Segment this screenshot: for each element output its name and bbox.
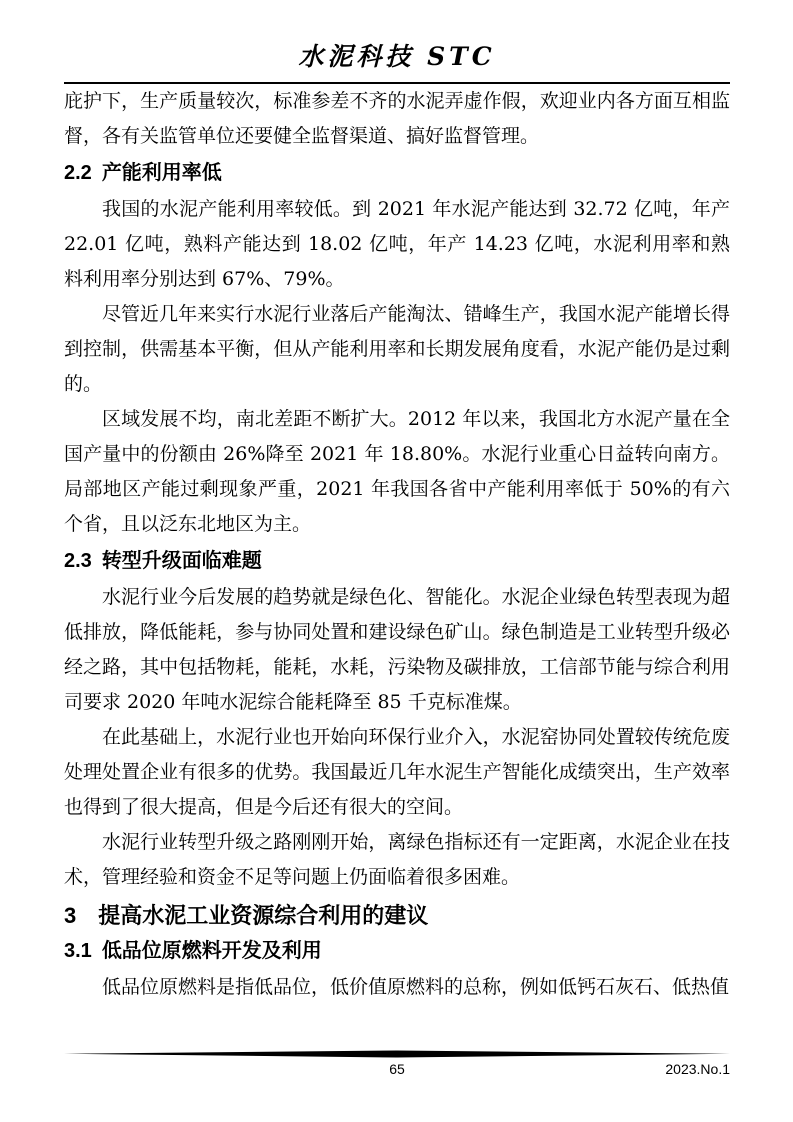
section-title: 产能利用率低 — [101, 162, 222, 184]
paragraph-environmental-industry: 在此基础上，水泥行业也开始向环保行业介入，水泥窑协同处置较传统危废处理处置企业有很多的优势。我国最近几年水泥生产智能化成绩突出，生产效率也得到了很大提高，但是今后还有很大的空间。 — [64, 726, 730, 818]
section-number: 3 — [64, 903, 77, 928]
article-body — [64, 84, 730, 1005]
footer-tapered-rule — [64, 1050, 730, 1058]
paragraph-capacity-utilization: 我国的水泥产能利用率较低。到 2021 年水泥产能达到 32.72 亿吨，年产 22.01 亿吨，熟料产能达到 18.02 亿吨，年产 14.23 亿吨，水泥利用率和熟料利用率分别达到 67%、79%。 — [64, 198, 730, 290]
page-number: 65 — [389, 1061, 405, 1077]
section-heading-2-2 — [64, 159, 730, 187]
section-number: 2.2 — [64, 162, 92, 184]
paragraph-continued: 庇护下，生产质量较次，标准参差不齐的水泥弄虚作假，欢迎业内各方面互相监督，各有关监管单位还要健全监督渠道、搞好监督管理。 — [64, 90, 730, 147]
page-content — [64, 40, 730, 1005]
paragraph-regional-imbalance: 区域发展不均，南北差距不断扩大。2012 年以来，我国北方水泥产量在全国产量中的份额由 26%降至 2021 年 18.80%。水泥行业重心日益转向南方。局部地区产能过剩现象严重，2021 年我国各省中产能利用率低于 50%的有六个省，且以泛东北地区为主。 — [64, 408, 730, 535]
section-title: 提高水泥工业资源综合利用的建议 — [98, 903, 429, 928]
paragraph-green-transition: 水泥行业今后发展的趋势就是绿色化、智能化。水泥企业绿色转型表现为超低排放，降低能耗，参与协同处置和建设绿色矿山。绿色制造是工业转型升级必经之路，其中包括物耗，能耗，水耗，污染物及碳排放，工信部节能与综合利用司要求 2020 年吨水泥综合能耗降至 85 千克标准煤。 — [64, 586, 730, 713]
section-title: 低品位原燃料开发及利用 — [101, 940, 322, 962]
journal-title: 水泥科技 STC — [64, 40, 730, 84]
section-title: 转型升级面临难题 — [101, 550, 262, 572]
issue-number: 2023.No.1 — [665, 1061, 730, 1077]
section-heading-2-3 — [64, 547, 730, 575]
paragraph-low-grade-fuel: 低品位原燃料是指低品位，低价值原燃料的总称，例如低钙石灰石、低热值 — [102, 976, 730, 998]
paragraph-overcapacity: 尽管近几年来实行水泥行业落后产能淘汰、错峰生产，我国水泥产能增长得到控制，供需基本平衡，但从产能利用率和长期发展角度看，水泥产能仍是过剩的。 — [64, 303, 730, 395]
tapered-rule-shape — [64, 1050, 730, 1058]
page-footer — [64, 1059, 730, 1079]
paragraph-transition-difficulties: 水泥行业转型升级之路刚刚开始，离绿色指标还有一定距离，水泥企业在技术，管理经验和资金不足等问题上仍面临着很多困难。 — [64, 831, 730, 888]
section-number: 3.1 — [64, 940, 92, 962]
section-heading-3 — [64, 901, 730, 931]
section-heading-3-1 — [64, 937, 730, 965]
section-number: 2.3 — [64, 550, 92, 572]
